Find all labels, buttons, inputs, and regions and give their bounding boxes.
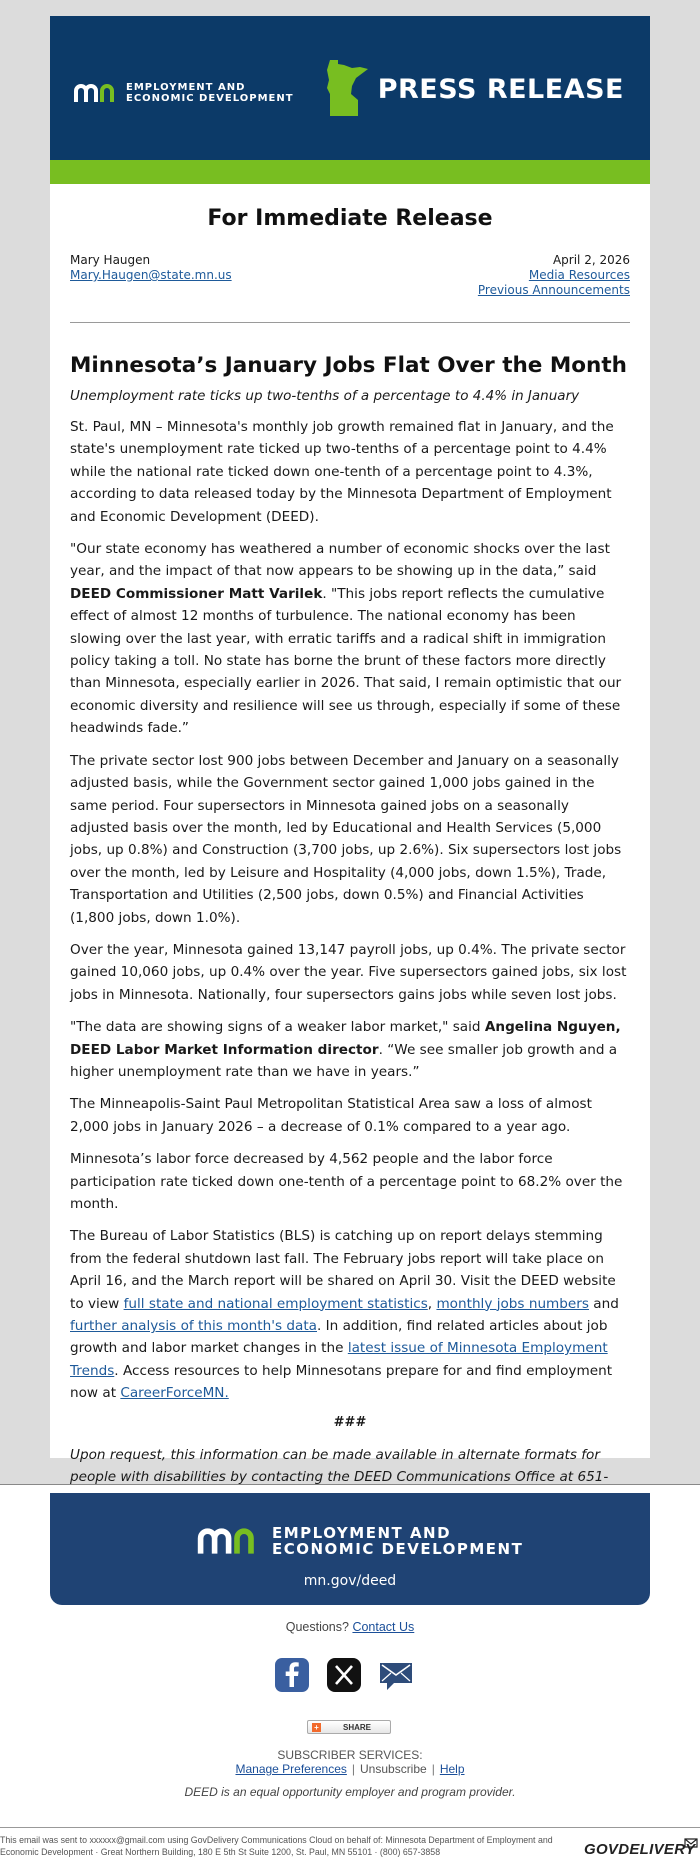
media-resources-link[interactable]: Media Resources bbox=[528, 268, 630, 282]
paragraph-3: The private sector lost 900 jobs between December and January on a seasonally adjusted basis, while the Government sector gained 1,000 jobs gained in the same period. Four supersectors in Minnesota gained jobs on a seasonally adjusted basis over the month, led by Educational and Health Services (5,000 jobs, up 0.8%) and Construction (3,700 jobs, up 2.6%). Six supersectors lost jobs over the month, led by Leisure and Hospitality (4,000 jobs, down 1.5%), Trade, Transportation and Utilities (2,500 jobs, down 0.5%) and Financial Activities (1,800 jobs, down 1.0%). bbox=[70, 752, 622, 926]
p8-text-b: . In addition, find related articles about job growth and labor market changes in the bbox=[70, 1318, 608, 1357]
p5-director-name: Angelina Nguyen, DEED Labor Market Information director bbox=[70, 1019, 621, 1058]
subscriber-links bbox=[0, 1762, 700, 1776]
employment-statistics-link[interactable]: full state and national employment statistics bbox=[123, 1295, 428, 1312]
previous-announcements-link[interactable]: Previous Announcements bbox=[477, 283, 630, 297]
contact-us-link[interactable]: Contact Us bbox=[352, 1620, 415, 1634]
immediate-release-label: For Immediate Release bbox=[207, 206, 493, 231]
contact-name: Mary Haugen bbox=[70, 253, 151, 267]
contact-email-link[interactable]: Mary.Haugen@state.mn.us bbox=[70, 268, 232, 282]
header-green-stripe bbox=[50, 160, 650, 184]
contact-block bbox=[70, 253, 232, 298]
paragraph-8 bbox=[70, 1225, 630, 1404]
equal-opportunity-note: DEED is an equal opportunity employer and program provider. bbox=[184, 1785, 516, 1799]
facebook-icon[interactable] bbox=[274, 1657, 310, 1693]
paragraph-5 bbox=[70, 1016, 630, 1083]
x-icon[interactable] bbox=[326, 1657, 362, 1693]
paragraph-4: Over the year, Minnesota gained 13,147 payroll jobs, up 0.4%. The private sector gained 10,060 jobs, up 0.4% over the year. Five supersectors gained jobs, six lost jobs in Minnesota. Nationally, four supersectors gains jobs while seven lost jobs. bbox=[70, 941, 627, 1003]
deed-mn-logo-icon bbox=[196, 1527, 264, 1555]
header-divider bbox=[70, 322, 630, 323]
govdelivery-logo: GOVDELIVERY bbox=[584, 1841, 696, 1858]
header-banner bbox=[50, 16, 650, 160]
minnesota-state-icon bbox=[324, 60, 370, 118]
footer-logo bbox=[196, 1525, 523, 1557]
share-button[interactable] bbox=[307, 1720, 391, 1734]
p2-text-a: "Our state economy has weathered a number of economic shocks over the last year, and the impact of that now appears to be showing up in the data,” said bbox=[70, 541, 610, 580]
further-analysis-link[interactable]: further analysis of this month's data bbox=[70, 1318, 317, 1335]
footer-logo-line-2: ECONOMIC DEVELOPMENT bbox=[272, 1540, 524, 1558]
footer-logo-line-1: EMPLOYMENT AND bbox=[272, 1524, 452, 1542]
employment-trends-link[interactable]: latest issue of Minnesota Employment Trends bbox=[70, 1340, 608, 1379]
logo-wordmark bbox=[126, 82, 294, 104]
questions-line bbox=[0, 1620, 700, 1634]
footer-banner bbox=[50, 1493, 650, 1605]
footer bbox=[0, 1485, 700, 1870]
p2-commissioner-name: DEED Commissioner Matt Varilek bbox=[70, 585, 323, 602]
email-icon[interactable] bbox=[378, 1657, 414, 1693]
article-subtitle: Unemployment rate ticks up two-tenths of a percentage to 4.4% in January bbox=[70, 388, 580, 404]
p8-text-a: The Bureau of Labor Statistics (BLS) is catching up on report delays stemming from the federal shutdown last fall. The February jobs report will take place on April 16, and the March report will be shared on April 30. Visit the DEED website to view bbox=[70, 1228, 616, 1312]
p2-text-b: . "This jobs report reflects the cumulative effect of almost 12 months of turbulence. The national economy has been slowing over the last year, with erratic tariffs and a radical shift in immigration policy taking a toll. No state has borne the brunt of these factors more directly than Minnesota, especially earlier in 2026. That said, I remain optimistic that our economic diversity and resilience will see us through, especially if some of these headwinds fade.” bbox=[70, 585, 622, 737]
p5-text-b: . “We see smaller job growth and a higher unemployment rate than we have in years.” bbox=[70, 1041, 618, 1080]
link-separator: | bbox=[431, 1762, 435, 1776]
questions-text: Questions? bbox=[285, 1620, 353, 1634]
press-release-card bbox=[50, 16, 650, 1486]
paragraph-7: Minnesota’s labor force decreased by 4,562 people and the labor force participation rate ticked down one-tenth of a percentage point to 68.2% over the month. bbox=[70, 1151, 623, 1212]
legal-divider bbox=[0, 1827, 700, 1828]
date-block bbox=[478, 253, 630, 298]
logo-line-2: ECONOMIC DEVELOPMENT bbox=[126, 93, 294, 104]
monthly-jobs-link[interactable]: monthly jobs numbers bbox=[436, 1295, 589, 1312]
help-link[interactable]: Help bbox=[439, 1762, 465, 1776]
legal-text: This email was sent to xxxxxx@gmail.com using GovDelivery Communications Cloud on behalf of: Minnesota Department of Employment and Economic Development · Great Northern Building, 180 E 5th St Suite 1200, St. Paul, MN 55101 · (800) 657-3858 bbox=[0, 1835, 553, 1857]
contact-row bbox=[70, 253, 630, 298]
plus-icon: + bbox=[312, 1723, 321, 1732]
article-title: Minnesota’s January Jobs Flat Over the Month bbox=[70, 353, 627, 378]
manage-preferences-link[interactable]: Manage Preferences bbox=[235, 1762, 347, 1776]
p5-text-a: "The data are showing signs of a weaker labor market," said bbox=[70, 1019, 485, 1036]
unsubscribe-link[interactable]: Unsubscribe bbox=[360, 1762, 427, 1776]
subscriber-services bbox=[0, 1748, 700, 1776]
subscriber-services-title: SUBSCRIBER SERVICES: bbox=[277, 1748, 423, 1762]
paragraph-2 bbox=[70, 538, 630, 740]
logo-line-1: EMPLOYMENT AND bbox=[126, 82, 246, 93]
deed-logo bbox=[74, 82, 294, 104]
end-mark: ### bbox=[333, 1414, 367, 1430]
press-release-title: PRESS RELEASE bbox=[377, 74, 624, 105]
footer-logo-wordmark bbox=[272, 1525, 523, 1557]
p8-sep-1: , bbox=[427, 1295, 437, 1312]
share-label: SHARE bbox=[343, 1722, 372, 1732]
link-separator: | bbox=[351, 1762, 355, 1776]
footer-url[interactable]: mn.gov/deed bbox=[303, 1573, 397, 1589]
p8-sep-2: and bbox=[588, 1295, 619, 1312]
deed-mn-logo-icon bbox=[74, 83, 120, 103]
release-date: April 2, 2026 bbox=[552, 253, 630, 267]
paragraph-6: The Minneapolis-Saint Paul Metropolitan Statistical Area saw a loss of almost 2,000 jobs in January 2026 – a decrease of 0.1% compared to a year ago. bbox=[70, 1096, 592, 1135]
careerforce-link[interactable]: CareerForceMN. bbox=[120, 1385, 229, 1402]
p8-text-c: . Access resources to help Minnesotans prepare for and find employment now at bbox=[70, 1362, 613, 1402]
govdelivery-envelope-icon bbox=[684, 1837, 698, 1849]
paragraph-1: St. Paul, MN – Minnesota's monthly job growth remained flat in January, and the state's unemployment rate ticked up two-tenths of a percentage point to 4.4% while the national rate ticked down one-tenth of a percentage point to 4.3%, according to data released today by the Minnesota Department of Employment and Economic Development (DEED). bbox=[70, 419, 614, 525]
release-content bbox=[50, 206, 650, 1511]
accessibility-note: Upon request, this information can be made available in alternate formats for people with disabilities by contacting the DEED Communications Office at 651- bbox=[70, 1446, 609, 1486]
social-icons bbox=[274, 1657, 414, 1693]
